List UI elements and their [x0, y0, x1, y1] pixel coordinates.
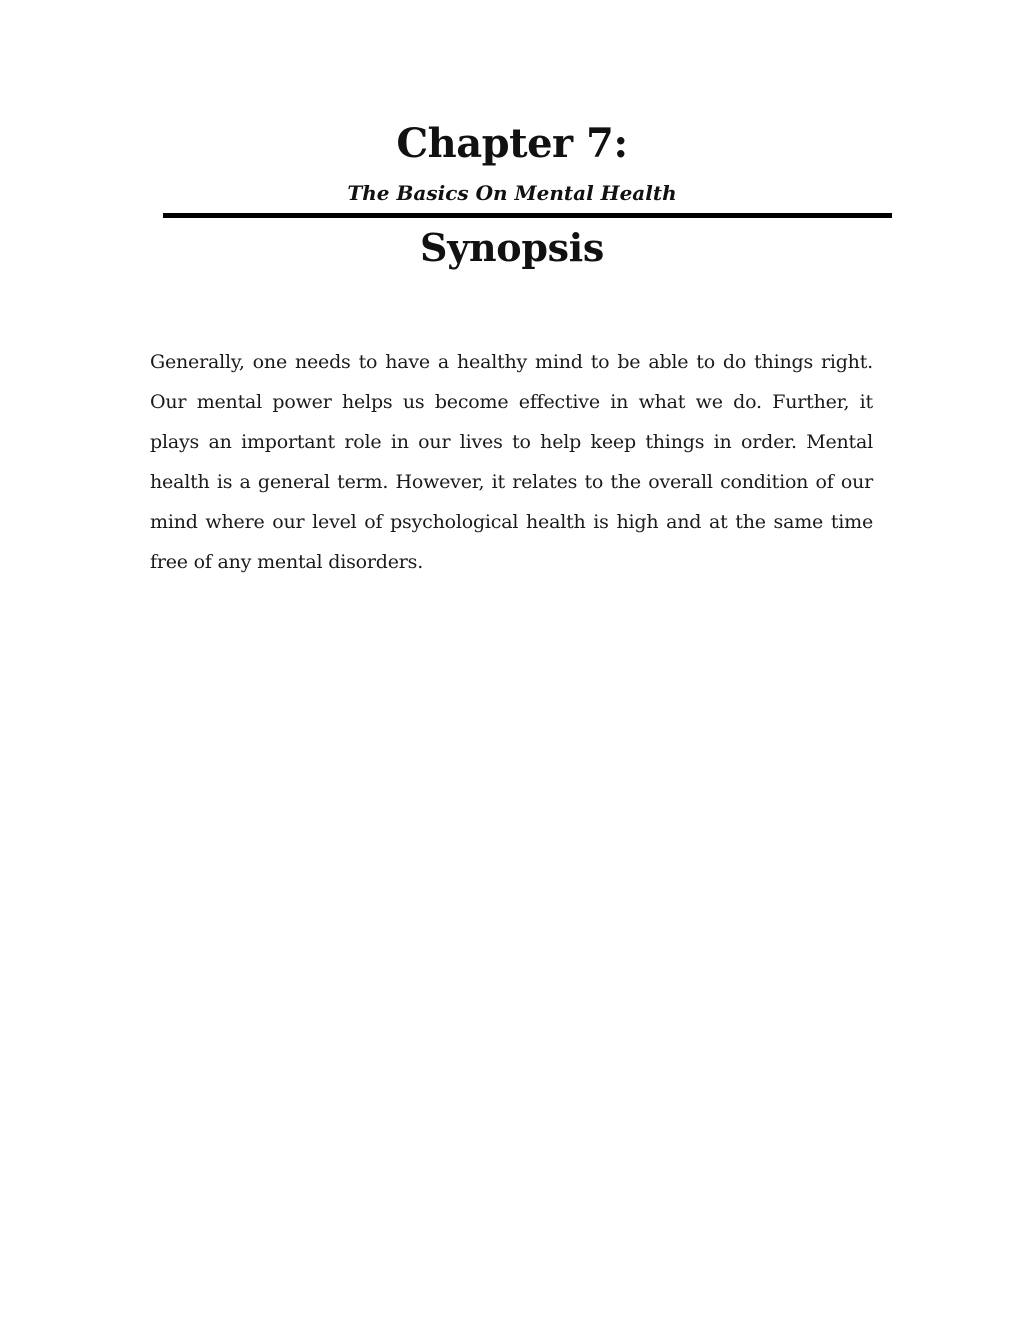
body-paragraph: Generally, one needs to have a healthy mind to be able to do things right. Our mental power helps us become effective in what we do. Further, it plays an important role in our lives to help keep things in order. Mental health is a general term. However, it relates to the overall condition of our mind where our level of psychological health is high and at the same time free of any mental disorders. [150, 351, 873, 573]
chapter-subtitle: The Basics On Mental Health [347, 181, 677, 205]
chapter-title: Chapter 7: [396, 120, 628, 167]
heading-divider [163, 213, 892, 218]
section-title: Synopsis [420, 225, 604, 270]
